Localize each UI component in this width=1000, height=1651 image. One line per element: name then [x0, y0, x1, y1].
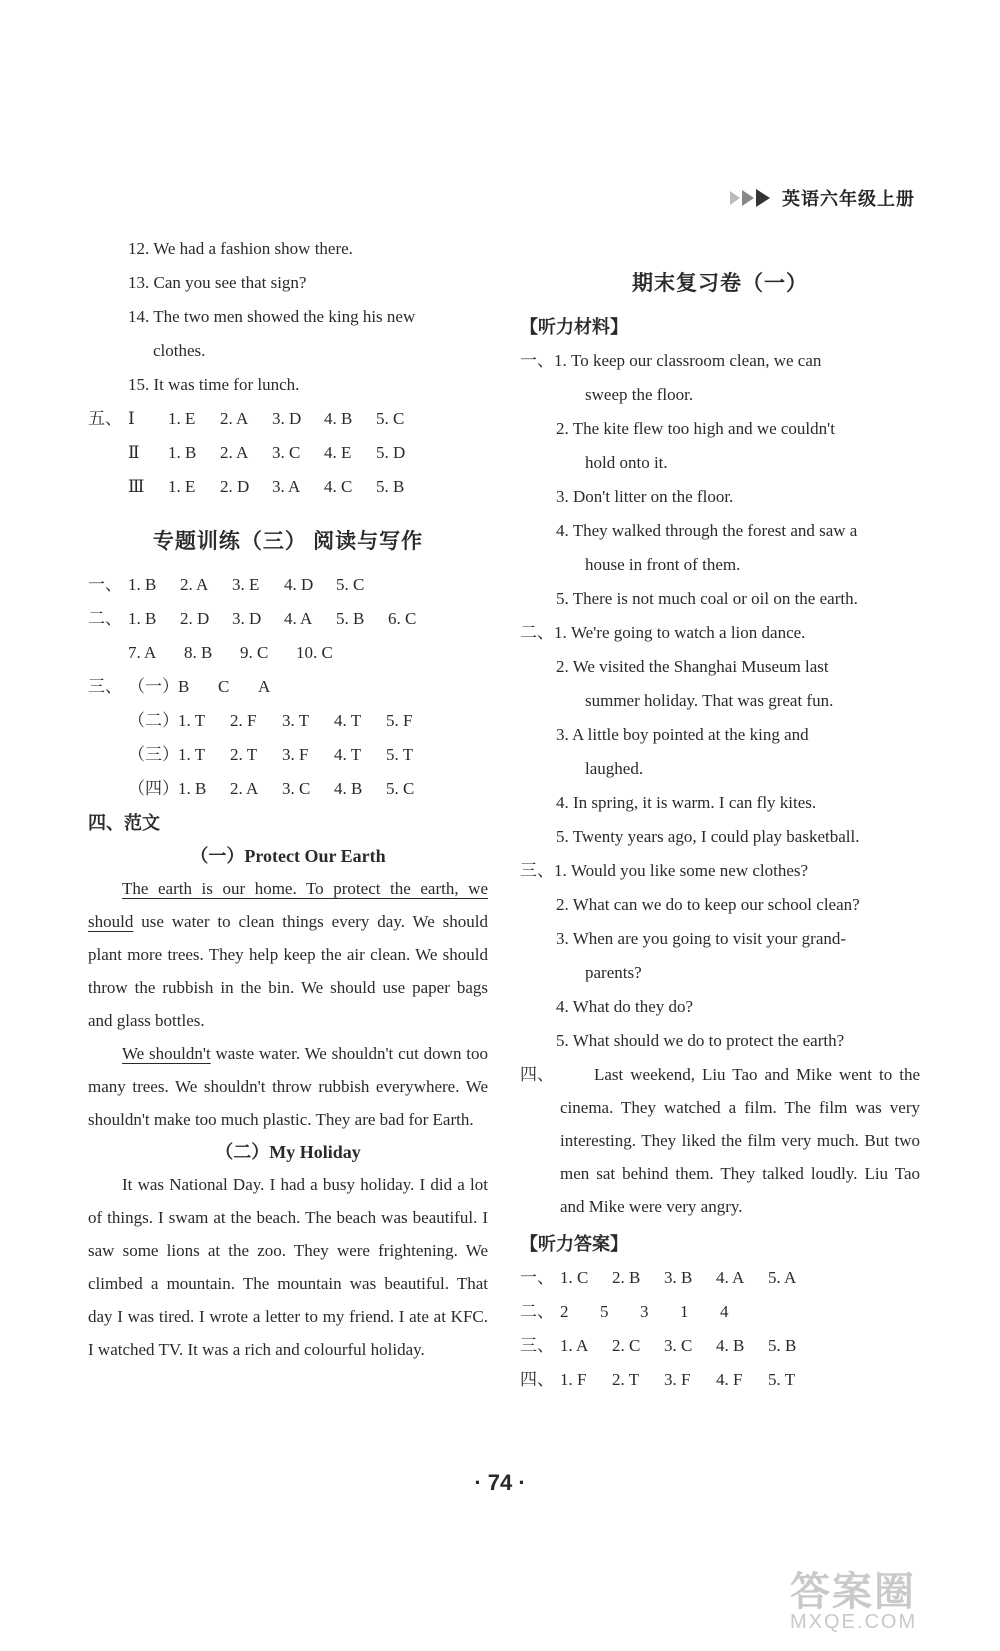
text-line: 5. There is not much coal or oil on the earth. — [556, 589, 858, 608]
essay2-title: （二）My Holiday — [215, 1142, 361, 1162]
answer-item: 5. B — [768, 1336, 797, 1355]
answer-item: 2. A — [230, 779, 259, 798]
sub-label: （三） — [128, 745, 179, 764]
answer-item: 2. A — [180, 575, 209, 594]
answer-item: 1. E — [168, 409, 196, 428]
answer-row — [520, 1329, 920, 1363]
answer-item: 2. B — [612, 1268, 641, 1287]
essay2-body — [88, 1168, 488, 1366]
answer-item: 4 — [720, 1302, 729, 1321]
answer-item: 1. F — [560, 1370, 587, 1389]
page-header — [730, 182, 930, 214]
row-label: 二、 — [520, 1302, 554, 1321]
text-line: 3. A little boy pointed at the king and — [556, 725, 809, 744]
essay1-title: （一）Protect Our Earth — [190, 846, 386, 866]
answer-item: 2. D — [220, 477, 250, 496]
answer-item: C — [218, 677, 230, 696]
row-label: 三、 — [520, 1336, 554, 1355]
answer-item: 2 — [560, 1302, 569, 1321]
answer-item: 3. D — [232, 609, 262, 628]
answer-item: 5. C — [376, 409, 405, 428]
answer-item: 3. F — [282, 745, 309, 764]
answer-row — [88, 772, 488, 806]
answer-item: 5. F — [386, 711, 413, 730]
text-line: 4. What do they do? — [556, 997, 694, 1016]
answer-row — [88, 402, 488, 436]
answer-row — [520, 1261, 920, 1295]
text-line: 2. The kite flew too high and we couldn't — [556, 419, 835, 438]
answer-item: 3. C — [664, 1336, 693, 1355]
sub-label: Ⅲ — [128, 477, 145, 496]
text-line: 三、1. Would you like some new clothes? — [520, 861, 809, 880]
q1-answers-row — [88, 568, 488, 602]
section-title-reading-writing: 专题训练（三） 阅读与写作 — [152, 529, 424, 553]
answer-item: 4. C — [324, 477, 353, 496]
answer-row — [88, 738, 488, 772]
sub-label: Ⅰ — [128, 409, 135, 428]
answer-row — [88, 704, 488, 738]
answer-item: 2. C — [612, 1336, 641, 1355]
text-line: summer holiday. That was great fun. — [585, 691, 834, 710]
answer-item: 3. B — [664, 1268, 693, 1287]
si-label: 四、 — [520, 1065, 554, 1084]
answer-row — [520, 1363, 920, 1397]
answer-item: 8. B — [184, 643, 213, 662]
q2-answers-row — [88, 602, 488, 636]
sub-label: （四） — [128, 779, 179, 798]
row-label — [88, 772, 128, 806]
listening-material-label: 【听力材料】 — [520, 317, 628, 337]
answer-item: 5. C — [386, 779, 415, 798]
text-line: 15. It was time for lunch. — [128, 375, 300, 394]
row-label: 一、 — [520, 1268, 554, 1287]
answer-item: 5 — [600, 1302, 609, 1321]
listening-answers-label: 【听力答案】 — [520, 1234, 628, 1254]
answer-item: 5. A — [768, 1268, 797, 1287]
text-line: house in front of them. — [585, 555, 741, 574]
answer-item: 4. T — [334, 711, 362, 730]
text-line: 3. When are you going to visit your grand- — [556, 929, 847, 948]
answer-item: A — [258, 677, 271, 696]
header-title: 英语六年级上册 — [782, 189, 915, 209]
text-line: laughed. — [585, 759, 644, 778]
answer-item: 4. D — [284, 575, 314, 594]
answer-item: 1 — [680, 1302, 689, 1321]
answer-item: 2. D — [180, 609, 210, 628]
answer-item: 3. D — [272, 409, 302, 428]
right-column — [520, 260, 920, 1397]
answer-item: 7. A — [128, 643, 157, 662]
answer-item: 2. F — [230, 711, 257, 730]
text-line: 13. Can you see that sign? — [128, 273, 307, 292]
listening-answers — [520, 1261, 920, 1397]
answer-item: 10. C — [296, 643, 333, 662]
page-number: · 74 · — [474, 1470, 526, 1495]
si-paragraph: Last weekend, Liu Tao and Mike went to the cinema. They watched a film. The film was very interesting. They liked the film very much. But two men sat behind them. They talked loudly. Liu Tao and Mike were very angry. — [560, 1065, 920, 1216]
essay1-body — [88, 872, 488, 1136]
answer-item: 1. A — [560, 1336, 589, 1355]
text-line: 3. Don't litter on the floor. — [556, 487, 734, 506]
answer-item: 1. B — [168, 443, 197, 462]
row-label: 五、 — [88, 409, 122, 428]
essay1-paragraph-2: We shouldn't waste water. We shouldn't cut down too many trees. We shouldn't throw rubbish everywhere. We shouldn't make too much plastic. They are bad for Earth. — [88, 1044, 489, 1129]
answer-row — [88, 470, 488, 504]
answer-item: B — [178, 677, 190, 696]
answer-item: 3. T — [282, 711, 310, 730]
answer-item: 3. C — [282, 779, 311, 798]
double-arrow-icon — [730, 188, 772, 208]
answer-item: 1. E — [168, 477, 196, 496]
answer-item: 1. B — [128, 609, 157, 628]
section-four-passage — [520, 1058, 920, 1223]
answer-item: 5. T — [386, 745, 414, 764]
row-label: 四、 — [520, 1370, 554, 1389]
answer-item: 9. C — [240, 643, 269, 662]
answer-item: 3. A — [272, 477, 301, 496]
q2-label: 二、 — [88, 609, 122, 628]
text-line: 二、1. We're going to watch a lion dance. — [520, 623, 806, 642]
answer-item: 4. T — [334, 745, 362, 764]
answer-item: 1. B — [128, 575, 157, 594]
answer-item: 1. T — [178, 745, 206, 764]
row-label: 三、 — [88, 677, 122, 696]
text-line: 14. The two men showed the king his new — [128, 307, 416, 326]
answer-item: 4. B — [324, 409, 353, 428]
watermark-logo: 答案圈 MXQE.COM — [790, 1570, 918, 1633]
text-line: 2. We visited the Shanghai Museum last — [556, 657, 829, 676]
text-line: hold onto it. — [585, 453, 668, 472]
sub-label: Ⅱ — [128, 443, 140, 462]
left-top-lines — [88, 232, 488, 402]
answer-item: 5. D — [376, 443, 406, 462]
answer-item: 4. B — [716, 1336, 745, 1355]
text-line: 4. They walked through the forest and saw a — [556, 521, 858, 540]
answer-item: 5. B — [376, 477, 405, 496]
answer-item: 2. A — [220, 409, 249, 428]
answer-item: 1. T — [178, 711, 206, 730]
answer-item: 4. A — [716, 1268, 745, 1287]
row-label — [88, 436, 128, 470]
section-five-answers — [88, 402, 488, 504]
answer-item: 2. T — [612, 1370, 640, 1389]
q2-answers-row-2 — [88, 636, 488, 670]
answer-item: 3. F — [664, 1370, 691, 1389]
answer-item: 5. B — [336, 609, 365, 628]
listening-material-lines — [520, 344, 920, 1058]
text-line: 4. In spring, it is warm. I can fly kites. — [556, 793, 817, 812]
text-line: parents? — [585, 963, 642, 982]
q1-label: 一、 — [88, 575, 122, 594]
row-label — [88, 738, 128, 772]
answer-item: 3. C — [272, 443, 301, 462]
left-column — [88, 232, 488, 1366]
answer-item: 4. B — [334, 779, 363, 798]
sub-label: （一） — [128, 677, 179, 696]
q3-answers — [88, 670, 488, 806]
answer-row — [88, 670, 488, 704]
answer-item: 2. T — [230, 745, 258, 764]
text-line: clothes. — [153, 341, 206, 360]
answer-item: 6. C — [388, 609, 417, 628]
answer-item: 2. A — [220, 443, 249, 462]
essay1-underlined-1: The earth is our home. To protect the earth, we should — [88, 879, 488, 931]
answer-item: 4. E — [324, 443, 352, 462]
row-label — [88, 470, 128, 504]
answer-row — [88, 436, 488, 470]
answer-item: 5. C — [336, 575, 365, 594]
essay1-underlined-2: We shouldn't — [122, 1044, 211, 1063]
text-line: 5. What should we do to protect the earth? — [556, 1031, 845, 1050]
answer-item: 3. E — [232, 575, 260, 594]
answer-item: 5. T — [768, 1370, 796, 1389]
answer-item: 1. B — [178, 779, 207, 798]
q4-label: 四、范文 — [88, 813, 160, 833]
text-line: 12. We had a fashion show there. — [128, 239, 353, 258]
sub-label: （二） — [128, 711, 179, 730]
section-title-final-review: 期末复习卷（一） — [632, 271, 808, 295]
essay1-paragraph-1: The earth is our home. To protect the earth, we should use water to clean things every day. We should plant more trees. They help keep the air clean. We should throw the rubbish in the bin. We should use paper bags and glass bottles. — [88, 879, 488, 1030]
text-line: sweep the floor. — [585, 385, 694, 404]
answer-item: 3 — [640, 1302, 649, 1321]
text-line: 一、1. To keep our classroom clean, we can — [520, 351, 822, 370]
essay2-paragraph-1: It was National Day. I had a busy holiday. I did a lot of things. I swam at the beach. The beach was beautiful. I saw some lions at the zoo. They were frightening. We climbed a mountain. The mountain was beautiful. That day I was tired. I wrote a letter to my friend. I ate at KFC. I watched TV. It was a rich and colourful holiday. — [88, 1175, 488, 1359]
answer-item: 1. C — [560, 1268, 589, 1287]
answer-row — [520, 1295, 920, 1329]
text-line: 2. What can we do to keep our school clean? — [556, 895, 860, 914]
row-label — [88, 704, 128, 738]
text-line: 5. Twenty years ago, I could play basketball. — [556, 827, 860, 846]
answer-item: 4. A — [284, 609, 313, 628]
answer-item: 4. F — [716, 1370, 743, 1389]
